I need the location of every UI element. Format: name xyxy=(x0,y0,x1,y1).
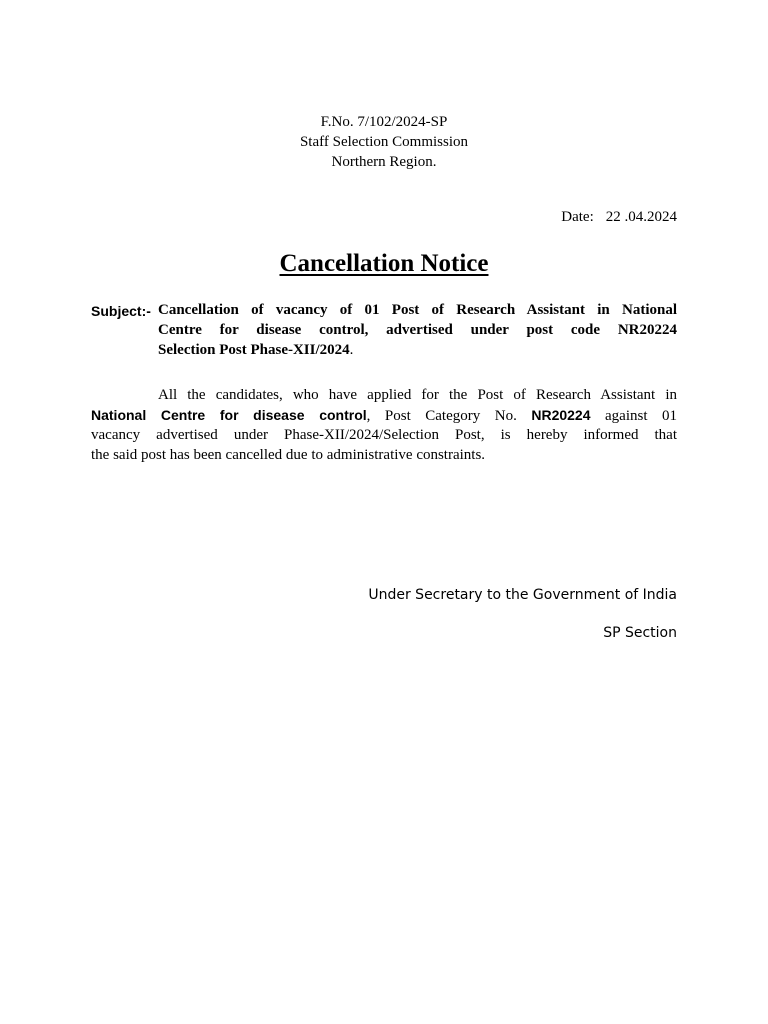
post-category-label: , Post Category No. xyxy=(366,408,517,424)
signatory-designation: Under Secretary to the Government of India xyxy=(368,587,677,603)
notice-title: Cancellation Notice xyxy=(279,250,489,277)
date-label: Date: xyxy=(561,209,594,225)
subject-line-3 xyxy=(158,340,677,360)
subject-block xyxy=(91,300,677,360)
subject-line-2: Centre for disease control, advertised under post code NR20224 xyxy=(158,322,677,338)
body-line-3: vacancy advertised under Phase-XII/2024/Selection Post, is hereby informed that xyxy=(91,427,677,443)
body-line-4: the said post has been cancelled due to administrative constraints. xyxy=(91,447,486,463)
date-value: 22 .04.2024 xyxy=(605,209,677,225)
post-category-code: NR20224 xyxy=(531,407,591,423)
date-line xyxy=(561,209,677,226)
organization-name: Staff Selection Commission xyxy=(299,134,469,150)
file-number: F.No. 7/102/2024-SP xyxy=(320,114,448,130)
subject-text xyxy=(158,300,677,360)
subject-label: Subject:- xyxy=(91,303,151,319)
body-line-1: All the candidates, who have applied for the Post of Research Assistant in xyxy=(158,387,677,403)
region-name: Northern Region. xyxy=(331,154,437,170)
subject-line-3-period: . xyxy=(349,342,354,358)
body-line-2 xyxy=(91,405,677,425)
subject-line-3-text: Selection Post Phase-XII/2024 xyxy=(158,342,350,358)
signatory-section: SP Section xyxy=(603,625,677,641)
institution-name: National Centre for disease control xyxy=(91,407,367,423)
vacancy-count-text: against 01 xyxy=(605,408,678,424)
subject-line-1: Cancellation of vacancy of 01 Post of Research Assistant in National xyxy=(158,302,677,318)
body-paragraph xyxy=(91,385,677,465)
letter-header xyxy=(0,112,768,172)
